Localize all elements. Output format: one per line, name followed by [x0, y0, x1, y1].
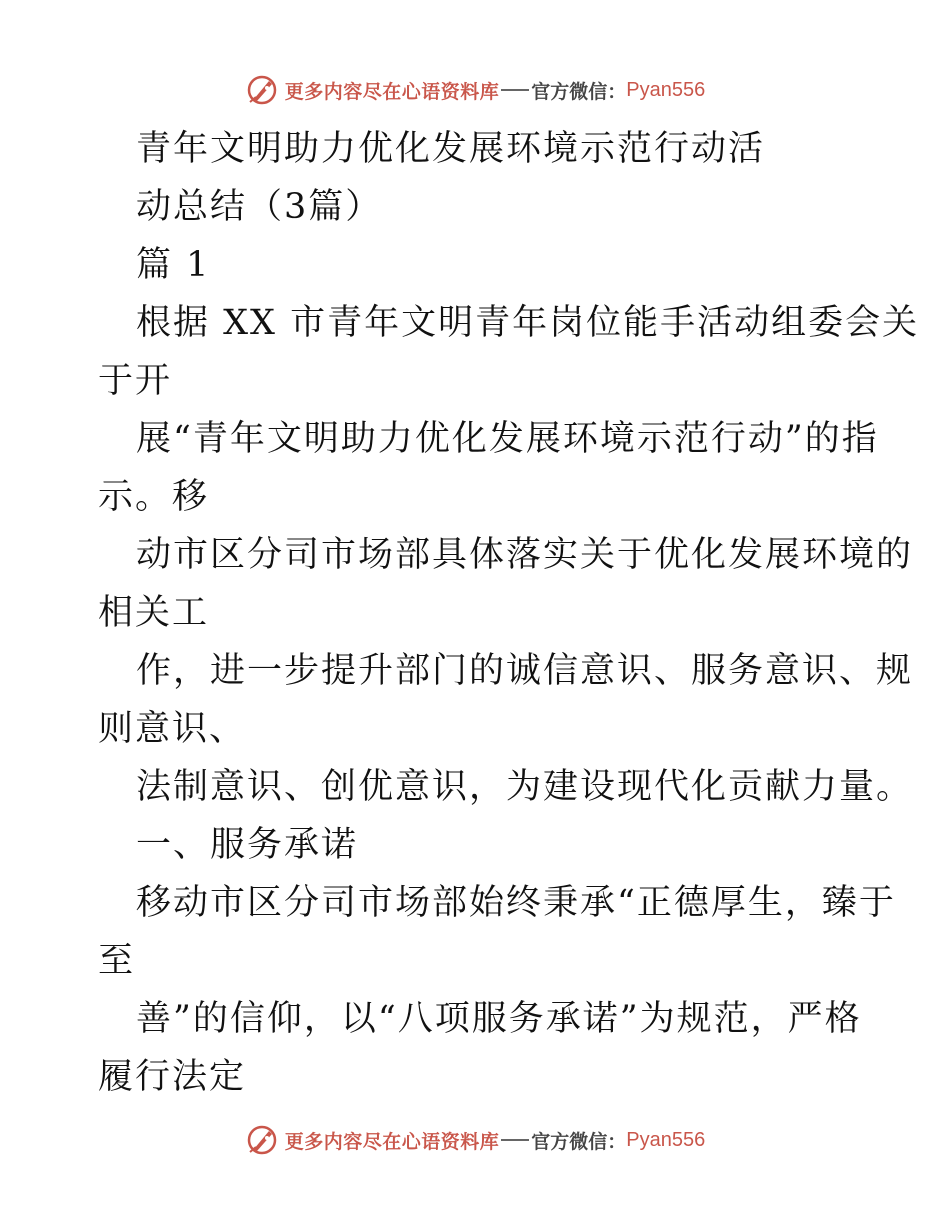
text-line: 则意识、: [98, 709, 247, 749]
text-line: 履行法定: [98, 1057, 247, 1097]
banner-dash: [501, 89, 529, 91]
banner-brand-text: 更多内容尽在心语资料库: [284, 80, 500, 103]
banner-wechat-id: Pyan556: [626, 78, 706, 101]
text-line: 根据 XX 市青年文明青年岗位能手活动组委会关: [136, 303, 920, 343]
banner-official-label: 官方微信：: [531, 1130, 627, 1153]
banner-wechat-id: Pyan556: [626, 1128, 706, 1151]
document-title-line-1: 青年文明助力优化发展环境示范行动活: [136, 129, 766, 169]
text-line: 展“青年文明助力优化发展环境示范行动”的指: [136, 419, 879, 459]
document-title-line-2: 动总结（3篇）: [136, 187, 383, 227]
text-line: 动市区分司市场部具体落实关于优化发展环境的: [136, 535, 914, 575]
section-label: 篇 1: [136, 245, 211, 285]
text-line: 移动市区分司市场部始终秉承“正德厚生，臻于: [136, 883, 896, 923]
quill-pen-icon: [245, 73, 279, 107]
text-line: 法制意识、创优意识，为建设现代化贡献力量。: [136, 767, 914, 807]
text-line: 相关工: [98, 593, 210, 633]
document-body: [98, 120, 920, 1106]
quill-pen-icon: [245, 1123, 279, 1157]
footer-banner: [0, 1120, 950, 1160]
banner-brand-text: 更多内容尽在心语资料库: [284, 1130, 500, 1153]
text-line: 一、服务承诺: [136, 825, 359, 865]
text-line: 示。移: [98, 477, 210, 517]
banner-official-label: 官方微信：: [531, 80, 627, 103]
text-line: 作，进一步提升部门的诚信意识、服务意识、规: [136, 651, 914, 691]
banner-dash: [501, 1139, 529, 1141]
text-line: 至: [98, 941, 136, 981]
text-line: 善”的信仰，以“八项服务承诺”为规范，严格: [136, 999, 862, 1039]
text-line: 于开: [98, 361, 173, 401]
paragraph-lines: [98, 294, 920, 1106]
header-banner: [0, 70, 950, 110]
